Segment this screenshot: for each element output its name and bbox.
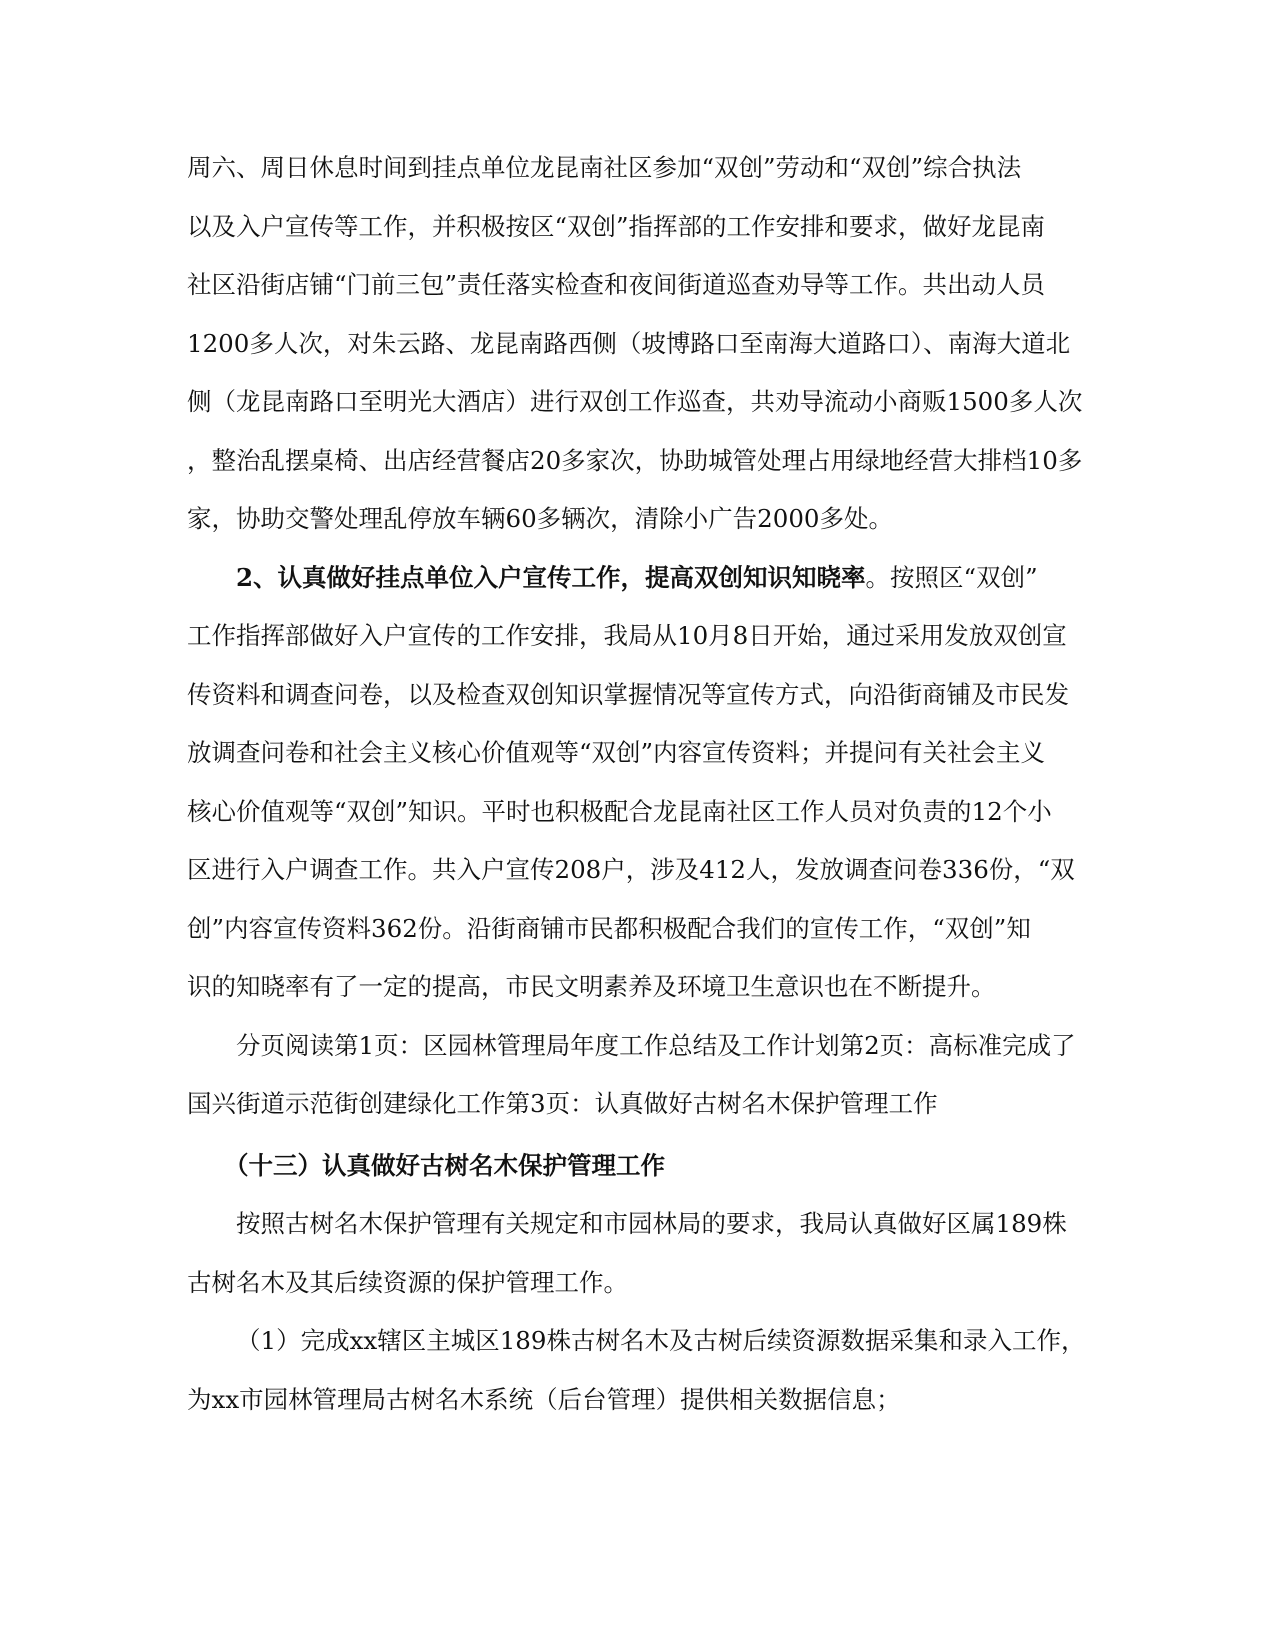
text-line: 周六、周日休息时间到挂点单位龙昆南社区参加“双创”劳动和“双创”综合执法 <box>187 153 1022 182</box>
text-line: 分页阅读第1页：区园林管理局年度工作总结及工作计划第2页：高标准完成了 <box>236 1030 1076 1060</box>
text-line: 国兴街道示范街创建绿化工作第3页：认真做好古树名木保护管理工作 <box>187 1089 938 1118</box>
text-line: 区进行入户调查工作。共入户宣传208户，涉及412人，发放调查问卷336份，“双 <box>187 855 1075 884</box>
text-line <box>187 549 1087 608</box>
text-line: ，整治乱摆桌椅、出店经营餐店20多家次，协助城管处理占用绿地经营大排档10多 <box>187 445 1083 475</box>
text-line: 古树名木及其后续资源的保护管理工作。 <box>187 1267 628 1297</box>
paragraph-shuangchuang-labor <box>187 139 1087 549</box>
document-body <box>187 139 1087 1429</box>
heading-text: （十三）认真做好古树名木保护管理工作 <box>224 1150 665 1180</box>
bold-lead-text: 2、认真做好挂点单位入户宣传工作，提高双创知识知晓率 <box>236 562 866 592</box>
lead-rest-text: 。按照区“双创” <box>865 562 1038 592</box>
paragraph-page-navigation <box>187 1017 1087 1134</box>
text-line: 传资料和调查问卷，以及检查双创知识掌握情况等宣传方式，向沿街商铺及市民发 <box>187 679 1069 709</box>
section-heading <box>187 1137 1087 1196</box>
text-line: 家，协助交警处理乱停放车辆60多辆次，清除小广告2000多处。 <box>187 504 894 533</box>
text-line: 社区沿街店铺“门前三包”责任落实检查和夜间街道巡查劝导等工作。共出动人员 <box>187 270 1046 299</box>
text-line: 1200多人次，对朱云路、龙昆南路西侧（坡博路口至南海大道路口）、南海大道北 <box>187 328 1071 358</box>
text-line: 以及入户宣传等工作，并积极按区“双创”指挥部的工作安排和要求，做好龙昆南 <box>187 211 1046 241</box>
text-line: 识的知晓率有了一定的提高，市民文明素养及环境卫生意识也在不断提升。 <box>187 972 996 1001</box>
text-line: 放调查问卷和社会主义核心价值观等“双创”内容宣传资料；并提问有关社会主义 <box>187 738 1046 767</box>
text-line: 工作指挥部做好入户宣传的工作安排，我局从10月8日开始，通过采用发放双创宣 <box>187 621 1067 650</box>
text-line: 为xx市园林管理局古树名木系统（后台管理）提供相关数据信息； <box>187 1384 901 1414</box>
text-line: 侧（龙昆南路口至明光大酒店）进行双创工作巡查，共劝导流动小商贩1500多人次 <box>187 387 1083 416</box>
text-line: 按照古树名木保护管理有关规定和市园林局的要求，我局认真做好区属189株 <box>236 1209 1067 1238</box>
text-line: 核心价值观等“双创”知识。平时也积极配合龙昆南社区工作人员对负责的12个小 <box>187 796 1052 826</box>
paragraph-data-collection <box>187 1312 1087 1429</box>
paragraph-household-publicity <box>187 549 1087 1017</box>
paragraph-ancient-trees-intro <box>187 1195 1087 1312</box>
text-line: 创”内容宣传资料362份。沿街商铺市民都积极配合我们的宣传工作，“双创”知 <box>187 913 1031 943</box>
text-line: （1）完成xx辖区主城区189株古树名木及古树后续资源数据采集和录入工作， <box>236 1326 1086 1355</box>
